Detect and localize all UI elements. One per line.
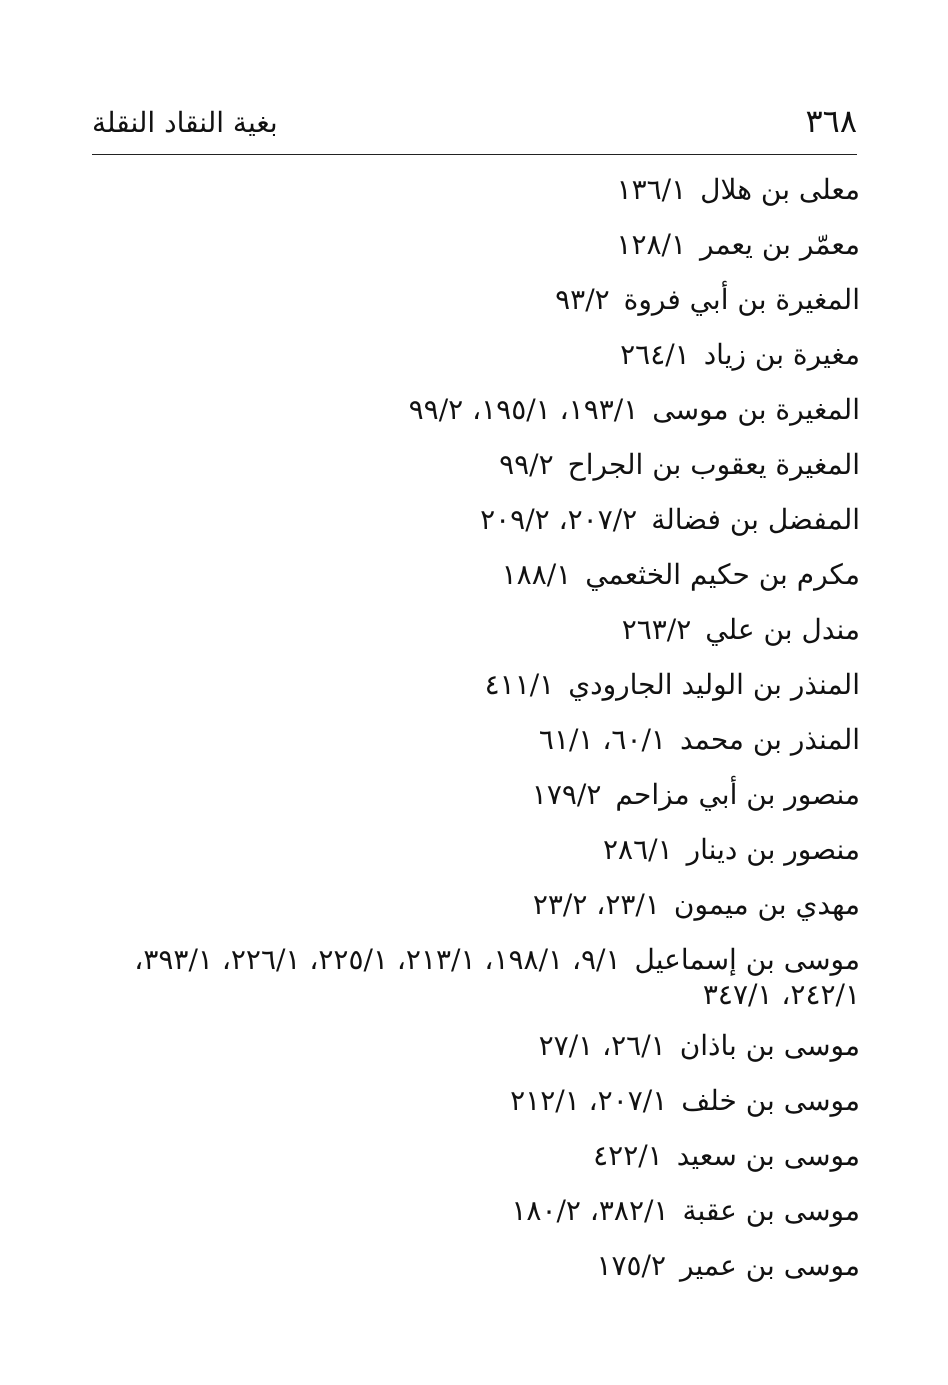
entry-references: ٢٦/١، ٢٧/١	[538, 1029, 666, 1062]
running-title: بغية النقاد النقلة	[92, 106, 278, 139]
index-entry	[70, 1193, 860, 1228]
page-number: ٣٦٨	[805, 102, 857, 140]
entry-name: مغيرة بن زياد	[703, 338, 860, 371]
index-entry	[70, 612, 860, 647]
entry-references: ١٨٨/١	[501, 558, 572, 591]
entry-name: المغيرة بن أبي فروة	[623, 283, 860, 316]
index-entry	[70, 832, 860, 867]
index-entry	[70, 447, 860, 482]
index-entry	[70, 887, 860, 922]
entry-name: مكرم بن حكيم الخثعمي	[585, 558, 860, 591]
index-entry	[70, 227, 860, 262]
entry-references: ٦٠/١، ٦١/١	[538, 723, 666, 756]
entry-references: ٩٣/٢	[555, 283, 610, 316]
entry-name: منصور بن أبي مزاحم	[615, 778, 860, 811]
entry-name: المفضل بن فضالة	[651, 503, 860, 536]
entry-name: المغيرة بن موسى	[652, 393, 860, 426]
index-entry	[70, 942, 860, 1012]
entry-references: ١٣٦/١	[616, 173, 687, 206]
entry-references: ٩/١، ١٩٨/١، ٢١٣/١، ٢٢٥/١، ٢٢٦/١، ٣٩٣/١، ٢٤٢/١، ٣٤٧/١	[134, 943, 860, 1011]
entry-name: المنذر بن الوليد الجارودي	[568, 668, 860, 701]
entry-references: ٤١١/١	[484, 668, 555, 701]
index-entry	[70, 282, 860, 317]
index-entry	[70, 777, 860, 812]
entry-name: مهدي بن ميمون	[673, 888, 860, 921]
index-entry	[70, 667, 860, 702]
entry-references: ٢٠٧/٢، ٢٠٩/٢	[480, 503, 638, 536]
entry-references: ١٧٩/٢	[531, 778, 602, 811]
entry-references: ٩٩/٢	[499, 448, 554, 481]
entry-name: موسى بن عقبة	[682, 1194, 860, 1227]
entry-references: ٢٦٤/١	[620, 338, 690, 371]
entry-references: ٢٦٣/٢	[621, 613, 692, 646]
entry-name: موسى بن خلف	[681, 1084, 860, 1117]
entry-name: معمّر بن يعمر	[700, 228, 860, 261]
entry-name: المنذر بن محمد	[679, 723, 860, 756]
running-header	[92, 96, 857, 155]
entry-name: المغيرة يعقوب بن الجراح	[567, 448, 860, 481]
entry-references: ١٧٥/٢	[596, 1249, 667, 1282]
entry-references: ١٩٣/١، ١٩٥/١، ٩٩/٢	[408, 393, 639, 426]
entry-references: ٢٣/١، ٢٣/٢	[532, 888, 660, 921]
entry-name: موسى بن سعيد	[676, 1139, 860, 1172]
entry-references: ٢٨٦/١	[603, 833, 673, 866]
entry-name: موسى بن عمير	[680, 1249, 860, 1282]
entry-name: موسى بن باذان	[679, 1029, 860, 1062]
entry-name: معلى بن هلال	[700, 173, 860, 206]
index-entry	[70, 1083, 860, 1118]
index-entry	[70, 392, 860, 427]
index-entry	[70, 502, 860, 537]
entry-references: ٤٢٢/١	[593, 1139, 663, 1172]
entry-references: ٢٠٧/١، ٢١٢/١	[510, 1084, 668, 1117]
entry-references: ١٢٨/١	[616, 228, 686, 261]
entry-name: موسى بن إسماعيل	[634, 943, 860, 976]
index-entry	[70, 1248, 860, 1283]
index-entry	[70, 722, 860, 757]
index-entry	[70, 172, 860, 207]
index-entry	[70, 1138, 860, 1173]
index-entry	[70, 1028, 860, 1063]
index-entry	[70, 557, 860, 592]
index-entries-list	[70, 172, 860, 1303]
index-entry	[70, 337, 860, 372]
entry-name: منصور بن دينار	[686, 833, 860, 866]
entry-name: مندل بن علي	[705, 613, 860, 646]
entry-references: ٣٨٢/١، ١٨٠/٢	[511, 1194, 669, 1227]
